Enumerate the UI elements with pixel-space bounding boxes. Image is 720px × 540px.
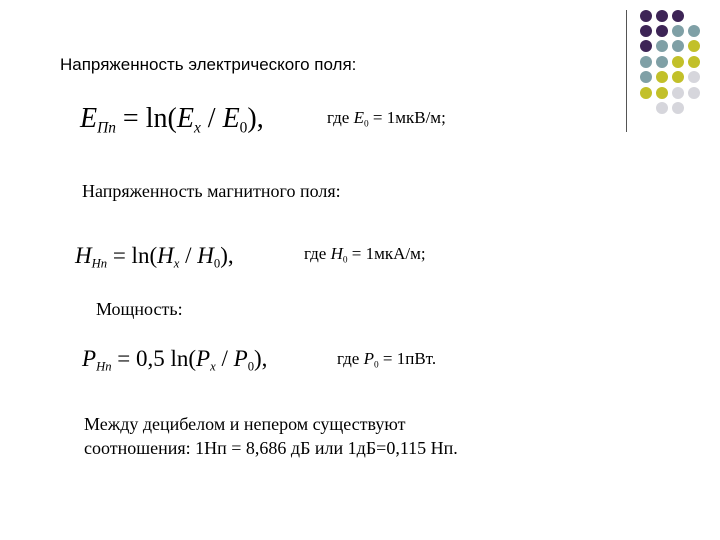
formula-lhs-symbol: P (82, 346, 97, 371)
formula-lhs-subscript: Нп (91, 256, 108, 271)
decibel-neper-note (84, 412, 544, 460)
dot-olive (688, 56, 700, 68)
dot-gray-blue (672, 40, 684, 52)
dot-olive (672, 71, 684, 83)
formula-ref-symbol: P (233, 346, 248, 371)
electric-field-formula (80, 103, 264, 137)
formula-arg-symbol: E (176, 103, 194, 134)
note-line-2: соотношения: 1Нп = 8,686 дБ или 1дБ=0,115 Нп. (84, 438, 458, 458)
where-prefix: где (304, 244, 331, 263)
formula-equals-ln: = ln( (122, 103, 177, 134)
formula-divide: / (179, 243, 198, 268)
formula-ref-symbol: E (222, 103, 240, 134)
formula-lhs-subscript: Нп (96, 359, 112, 374)
magnetic-field-formula (75, 243, 234, 271)
where-subscript: 0 (373, 360, 379, 371)
power-reference (337, 349, 436, 370)
dot-olive (688, 40, 700, 52)
dot-gray-blue (656, 56, 668, 68)
formula-ref-subscript: 0 (239, 119, 248, 137)
dot-light-gray (688, 87, 700, 99)
dot-gray-blue (688, 25, 700, 37)
dot-light-gray (672, 102, 684, 114)
dot-purple (640, 10, 652, 22)
dot-olive (640, 87, 652, 99)
formula-close: ), (220, 243, 234, 268)
formula-ref-symbol: H (197, 243, 214, 268)
magnetic-field-title: Напряженность магнитного поля: (82, 181, 341, 201)
formula-lhs-symbol: H (75, 243, 92, 268)
formula-arg-subscript: x (173, 256, 180, 271)
electric-field-reference (327, 108, 446, 129)
where-prefix: где (337, 349, 364, 368)
dot-purple (640, 25, 652, 37)
formula-divide: / (215, 346, 234, 371)
where-value: = 1мкВ/м; (368, 108, 446, 127)
where-symbol: H (330, 244, 343, 263)
where-prefix: где (327, 108, 354, 127)
formula-divide: / (200, 103, 223, 134)
dot-light-gray (656, 102, 668, 114)
where-value: = 1мкА/м; (347, 244, 426, 263)
dot-olive (656, 87, 668, 99)
power-title: Мощность: (96, 299, 183, 319)
dot-gray-blue (640, 56, 652, 68)
formula-close: ), (254, 346, 268, 371)
dot-purple (640, 40, 652, 52)
where-symbol: P (363, 349, 374, 368)
formula-lhs-subscript: Пn (97, 119, 116, 137)
dot-gray-blue (640, 71, 652, 83)
electric-field-title: Напряженность электрического поля: (60, 55, 357, 74)
where-subscript: 0 (363, 119, 369, 130)
dot-gray-blue (656, 40, 668, 52)
formula-close: ), (247, 103, 264, 134)
dot-olive (656, 71, 668, 83)
formula-equals-ln: = ln( (112, 243, 158, 268)
where-value: = 1пВт. (378, 349, 437, 368)
dot-light-gray (688, 71, 700, 83)
dot-olive (672, 56, 684, 68)
formula-equals-ln: = 0,5 ln( (117, 346, 197, 371)
where-symbol: E (353, 108, 364, 127)
formula-arg-subscript: x (210, 359, 216, 374)
formula-ref-subscript: 0 (247, 359, 255, 374)
where-subscript: 0 (342, 255, 348, 266)
formula-ref-subscript: 0 (213, 256, 221, 271)
note-line-1: Между децибелом и непером существуют (84, 414, 406, 434)
formula-arg-symbol: P (196, 346, 211, 371)
formula-arg-symbol: H (157, 243, 174, 268)
dot-light-gray (672, 87, 684, 99)
formula-arg-subscript: x (193, 119, 201, 137)
dot-purple (656, 25, 668, 37)
dot-purple (656, 10, 668, 22)
magnetic-field-reference (304, 244, 426, 265)
dot-purple (672, 10, 684, 22)
power-formula (82, 346, 267, 374)
dot-gray-blue (672, 25, 684, 37)
divider-line (626, 10, 627, 132)
formula-lhs-symbol: E (80, 103, 98, 134)
